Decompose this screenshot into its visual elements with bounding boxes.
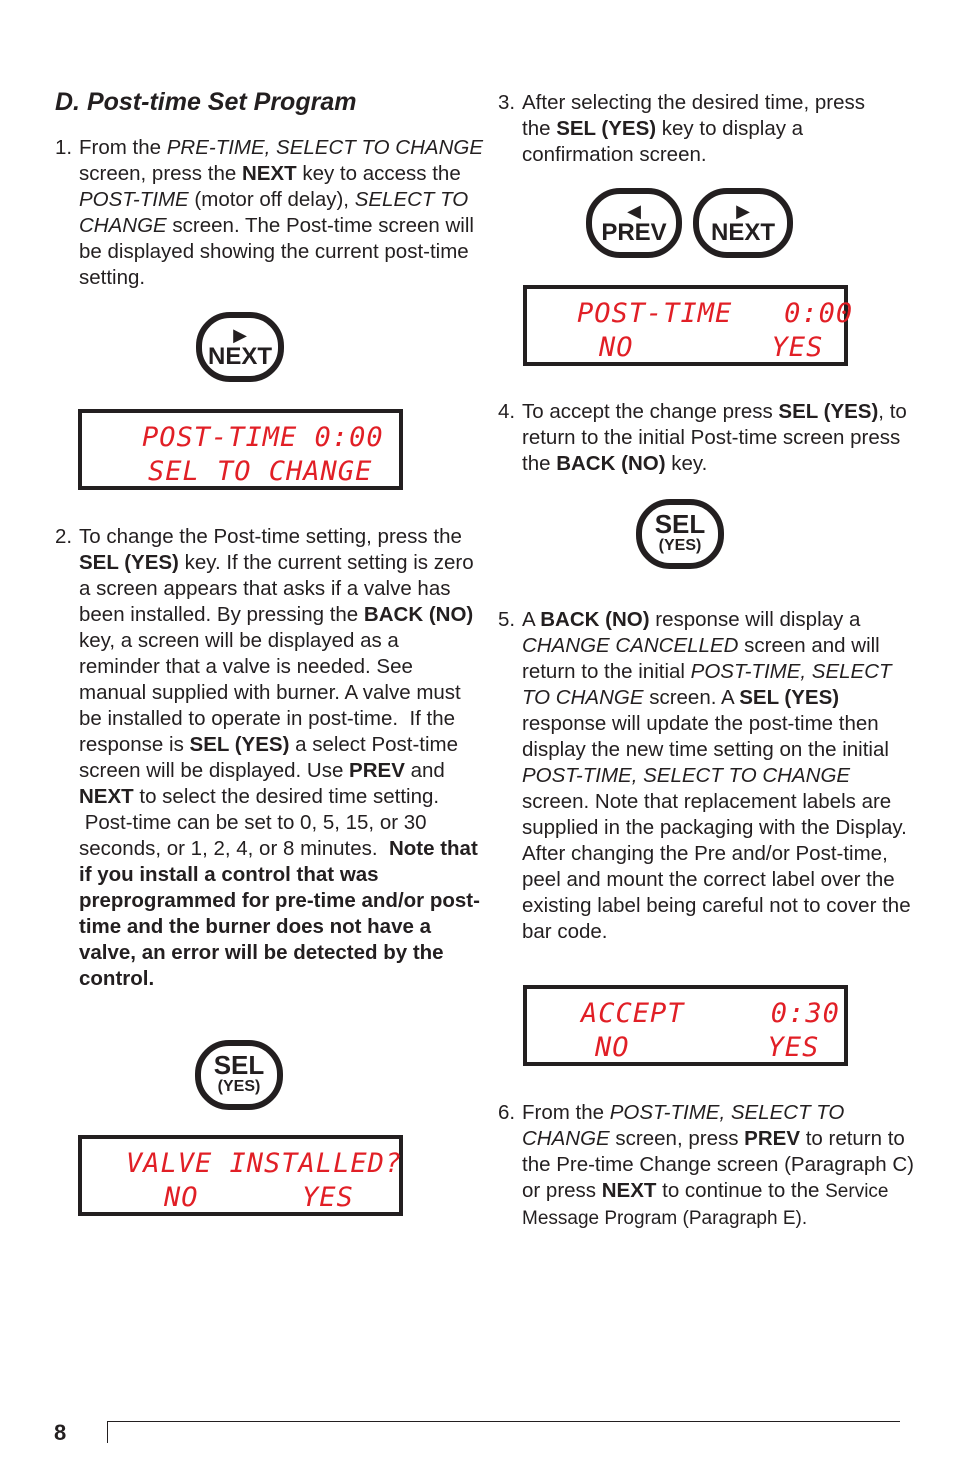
lcd-post-time-select: POST-TIME 0:00 SEL TO CHANGE	[78, 409, 403, 490]
step-number: 5.	[498, 608, 516, 631]
next-button[interactable]: ▶ NEXT	[693, 188, 793, 258]
prev-button[interactable]: ◀ PREV	[586, 188, 682, 258]
left-arrow-icon: ◀	[627, 201, 641, 221]
step-number: 2.	[55, 525, 73, 548]
page-number: 8	[54, 1420, 67, 1445]
sel-yes-button[interactable]: SEL (YES)	[636, 499, 724, 569]
sel-yes-button[interactable]: SEL (YES)	[195, 1040, 283, 1110]
lcd-accept: ACCEPT 0:30 NO YES	[523, 985, 848, 1066]
step-5: 5. A BACK (NO) response will display a CHANGE CANCELLED screen and will return to the initial POST-TIME, SELECT TO CHANGE screen. A SEL (YES) response will update the post-time then display the new time setting on the initial POST-TIME, SELECT TO CHANGE screen. Note that replacement labels are supplied in the packaging with the Display. After changing the Pre and/or Post-time, peel and mount the correct label over the existing label being careful not to cover the bar code.	[498, 608, 911, 943]
section-heading: D. Post-time Set Program	[55, 88, 357, 116]
footer-rule	[107, 1421, 900, 1422]
footer-tick	[107, 1421, 108, 1443]
right-arrow-icon: ▶	[233, 325, 247, 345]
step-3: 3. After selecting the desired time, press the SEL (YES) key to display a confirmation screen.	[498, 91, 865, 166]
lcd-post-time-confirm: POST-TIME 0:00 NO YES	[523, 285, 848, 366]
step-4: 4. To accept the change press SEL (YES), to return to the initial Post-time screen press the BACK (NO) key.	[498, 400, 907, 475]
lcd-valve-installed: VALVE INSTALLED? NO YES	[78, 1135, 403, 1216]
step-number: 1.	[55, 136, 73, 159]
right-arrow-icon: ▶	[736, 201, 750, 221]
step-number: 6.	[498, 1101, 516, 1124]
step-6: 6. From the POST-TIME, SELECT TO CHANGE screen, press PREV to return to the Pre-time Change screen (Paragraph C) or press NEXT to continue to the Service Message Program (Paragraph E).	[498, 1101, 914, 1229]
step-number: 3.	[498, 91, 516, 114]
step-number: 4.	[498, 400, 516, 423]
next-button[interactable]: ▶ NEXT	[196, 312, 284, 382]
step-1: 1. From the PRE-TIME, SELECT TO CHANGE screen, press the NEXT key to access the POST-TIME (motor off delay), SELECT TO CHANGE screen. The Post-time screen will be displayed showing the current post-time setting.	[55, 136, 483, 289]
step-2: 2. To change the Post-time setting, press the SEL (YES) key. If the current setting is zero a screen appears that asks if a valve has been installed. By pressing the BACK (NO) key, a screen will be displayed as a reminder that a valve is needed. See manual supplied with burner. A valve must be installed to operate in post-time. If the response is SEL (YES) a select Post-time screen will be displayed. Use PREV and NEXT to select the desired time setting. Post-time can be set to 0, 5, 15, or 30 seconds, or 1, 2, 4, or 8 minutes. Note that if you install a control that was preprogrammed for pre-time and/or post-time and the burner does not have a valve, an error will be detected by the control.	[55, 525, 480, 990]
